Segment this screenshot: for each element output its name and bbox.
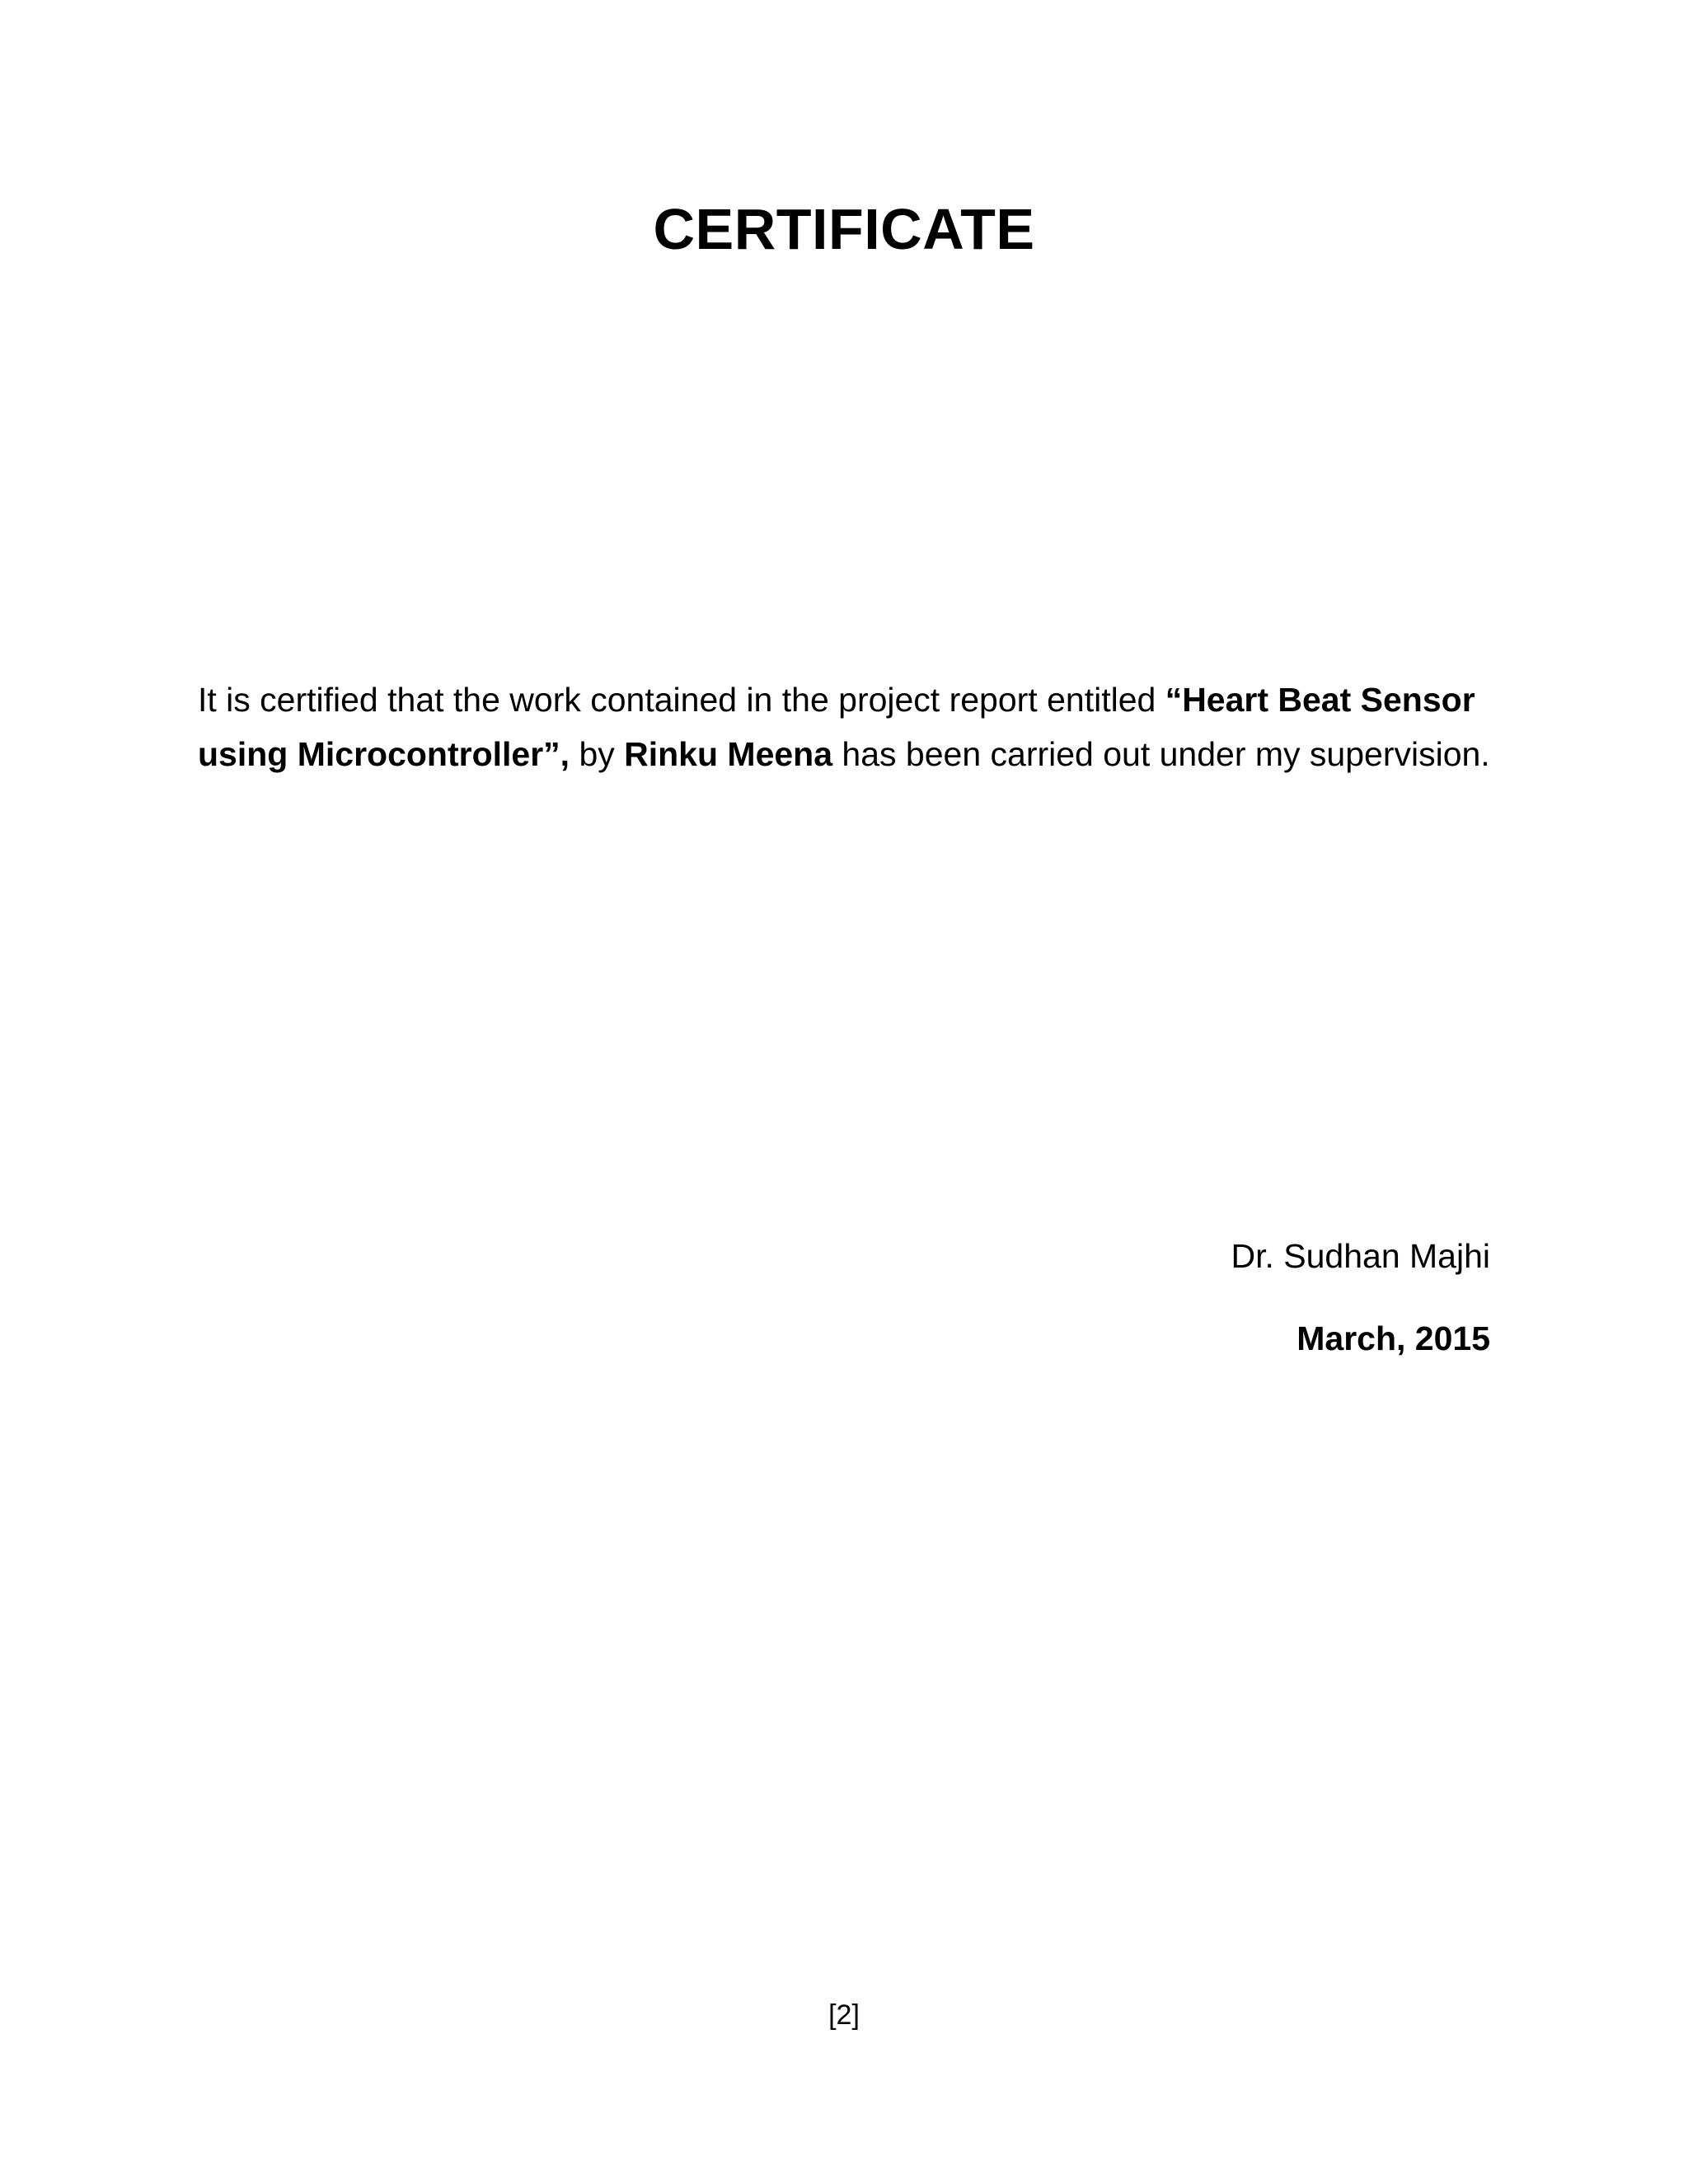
certificate-date: March, 2015 xyxy=(1296,1319,1490,1357)
page-number: [2] xyxy=(828,1999,860,2031)
signatory-name: Dr. Sudhan Majhi xyxy=(1231,1237,1490,1275)
statement-lead: It is certified that the work contained in the project report entitled xyxy=(198,681,1165,719)
statement-by: by xyxy=(570,735,625,773)
author-name: Rinku Meena xyxy=(624,735,833,773)
certification-statement xyxy=(198,673,1492,781)
statement-tail: has been carried out under my supervision. xyxy=(832,735,1490,773)
report-title: “Heart Beat Sensor using Microcontroller”, xyxy=(198,681,1475,773)
page-title: CERTIFICATE xyxy=(653,197,1035,261)
